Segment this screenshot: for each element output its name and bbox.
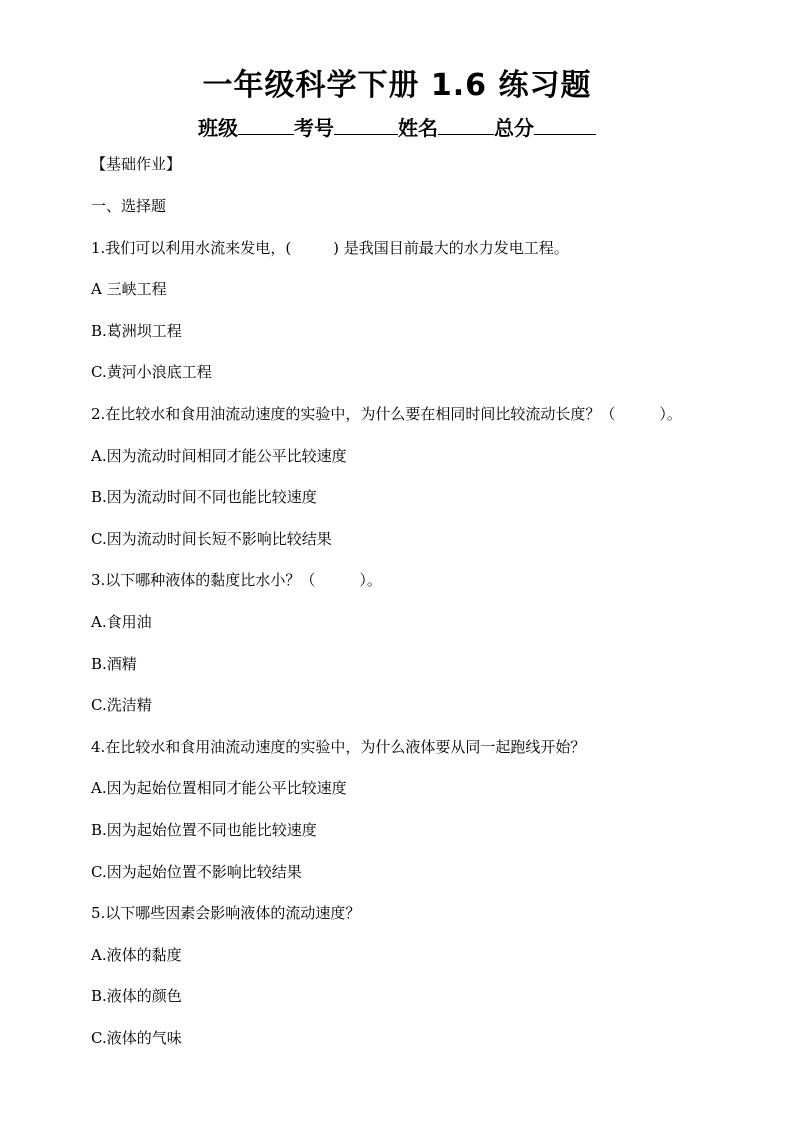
student-info-row — [0, 112, 794, 141]
page-title: 一年级科学下册 1.6 练习题 — [202, 68, 592, 103]
option-1a: A 三峡工程 — [91, 280, 167, 298]
id-label: 考号 — [294, 116, 334, 140]
question-5: 5.以下哪些因素会影响液体的流动速度？ — [91, 904, 361, 922]
part-label: 一、选择题 — [91, 197, 167, 215]
option-4a: A.因为起始位置相同才能公平比较速度 — [91, 779, 347, 797]
option-3a: A.食用油 — [91, 613, 152, 631]
option-2c: C.因为流动时间长短不影响比较结果 — [91, 530, 332, 548]
option-1c: C.黄河小浪底工程 — [91, 363, 212, 381]
option-4c: C.因为起始位置不影响比较结果 — [91, 863, 302, 881]
question-2 — [91, 404, 682, 424]
question-1-post: ) 是我国目前最大的水力发电工程。 — [333, 239, 569, 257]
section-label: 【基础作业】 — [91, 155, 182, 173]
name-label: 姓名 — [398, 116, 438, 140]
question-3-pre: 3.以下哪种液体的黏度比水小？（ — [91, 571, 316, 589]
class-label: 班级 — [198, 116, 238, 140]
question-2-pre: 2.在比较水和食用油流动速度的实验中，为什么要在相同时间比较流动长度？（ — [91, 405, 616, 423]
question-2-post: ）。 — [659, 405, 682, 423]
question-1-pre: 1.我们可以利用水流来发电，( — [91, 239, 292, 257]
option-5c: C.液体的气味 — [91, 1029, 182, 1047]
name-blank[interactable] — [438, 116, 494, 135]
question-3-post: ）。 — [359, 571, 382, 589]
option-3c: C.洗洁精 — [91, 696, 152, 714]
option-5b: B.液体的颜色 — [91, 987, 182, 1005]
score-blank[interactable] — [534, 116, 596, 135]
question-3 — [91, 570, 382, 590]
option-2a: A.因为流动时间相同才能公平比较速度 — [91, 447, 347, 465]
question-1 — [91, 238, 569, 258]
option-2b: B.因为流动时间不同也能比较速度 — [91, 488, 317, 506]
option-3b: B.酒精 — [91, 655, 137, 673]
option-4b: B.因为起始位置不同也能比较速度 — [91, 821, 317, 839]
option-5a: A.液体的黏度 — [91, 946, 182, 964]
score-label: 总分 — [494, 116, 534, 140]
option-1b: B.葛洲坝工程 — [91, 322, 182, 340]
class-blank[interactable] — [238, 116, 294, 135]
question-4: 4.在比较水和食用油流动速度的实验中，为什么液体要从同一起跑线开始？ — [91, 738, 586, 756]
id-blank[interactable] — [334, 116, 398, 135]
